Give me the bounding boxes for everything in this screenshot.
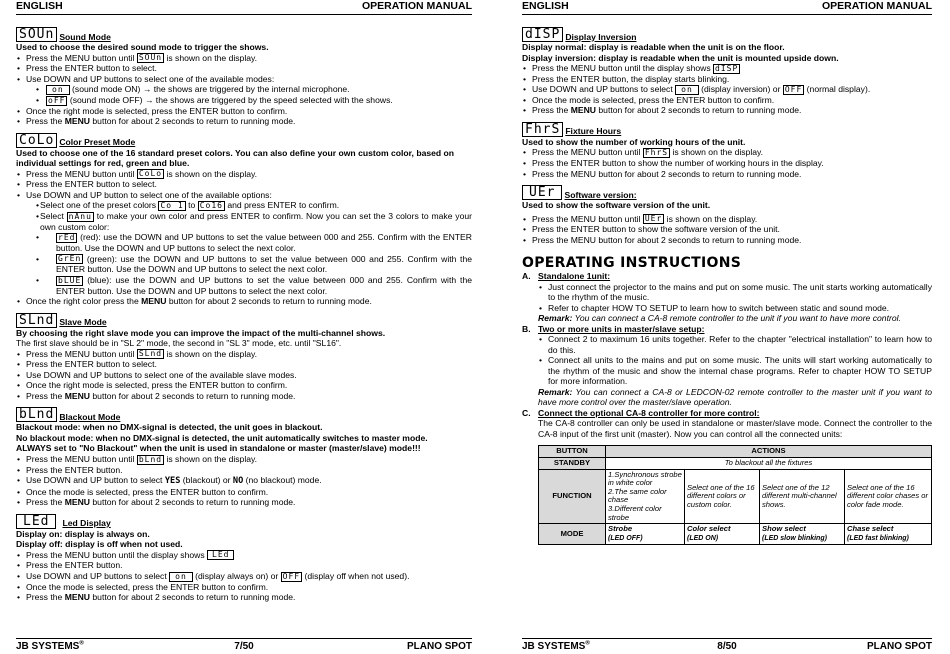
section-note: The first slave should be in "SL 2" mode, the second in "SL 3" mode, etc. until "SL16". — [16, 338, 342, 349]
instruction-list — [16, 454, 472, 508]
list-item: • Use DOWN and UP button to select one of the available options: — [16, 190, 472, 201]
section-intro: By choosing the right slave mode you can improve the impact of the multi-channel shows. — [16, 327, 386, 338]
list-item: • Press the MENU button for about 2 seconds to return to running mode. — [522, 235, 932, 246]
table-row — [539, 458, 932, 470]
section-intro: Display on: display is always on. — [16, 528, 150, 539]
list-item: • Press the ENTER button to show the software version of the unit. — [522, 224, 932, 235]
list-item: • Press the MENU button for about 2 seconds to return to running mode. — [16, 592, 472, 603]
page-number: 8/50 — [717, 641, 737, 652]
instruction-list — [522, 282, 932, 314]
list-item: • Press the MENU button until FhrS is shown on the display. — [522, 147, 932, 158]
lcd-display-icon: rEd — [58, 233, 76, 243]
section-title-color — [16, 133, 472, 148]
list-item: • oFF (sound mode OFF) → the shows are triggered by the speed selected with the shows. — [16, 95, 472, 106]
page-content — [16, 25, 472, 603]
list-item: • Once the right mode is selected, press the ENTER button to confirm. — [16, 380, 472, 391]
list-item: • Once the mode is selected, press the ENTER button to confirm. — [16, 582, 472, 593]
table-row — [539, 469, 932, 524]
step-a: A. Standalone 1unit: — [522, 271, 611, 282]
table-cell: FUNCTION — [539, 469, 606, 524]
list-item: • Connect all units to the mains and put on some music. The units will start working automatically to the rhythm of the music and show the internal chase programs. Refer to chapter HOW TO SETUP for more information. — [538, 355, 932, 387]
list-item: • Use DOWN and UP buttons to select on (display always on) or OFF (display off when not used). — [16, 571, 472, 582]
section-title-slave — [16, 313, 472, 328]
section-heading: Slave Mode — [59, 317, 107, 328]
lcd-display-icon: nAnu — [68, 211, 92, 221]
table-cell: MODE — [539, 524, 606, 545]
page-header — [522, 0, 932, 15]
lcd-display-icon: SOUn — [138, 53, 163, 63]
page-content — [522, 25, 932, 545]
list-item: • Press the ENTER button to select. — [16, 63, 472, 74]
header-language: ENGLISH — [522, 0, 569, 12]
instruction-list — [522, 334, 932, 387]
list-item: • Press the ENTER button to show the number of working hours in the display. — [522, 158, 932, 169]
list-item: • Once the right mode is selected, press the ENTER button to confirm. — [16, 106, 472, 117]
list-item: • Refer to chapter HOW TO SETUP to learn how to switch between static and sound mode. — [538, 303, 932, 314]
list-item: • Press the MENU button for about 2 seconds to return to running mode. — [522, 105, 932, 116]
footer-brand: JB SYSTEMS® — [16, 640, 84, 652]
lcd-display-icon: SLnd — [16, 313, 57, 328]
lcd-display-icon: UEr — [522, 185, 562, 200]
step-b: B. Two or more units in master/slave setup: — [522, 323, 705, 334]
list-item: • Select one of the preset colors Co 1 to Co16 and press ENTER to confirm. — [16, 200, 472, 211]
list-item: • Press the MENU button until the display shows dISP — [522, 63, 932, 74]
section-heading: Color Preset Mode — [59, 137, 136, 148]
list-item: • Use DOWN and UP buttons to select one of the available slave modes. — [16, 370, 472, 381]
lcd-display-icon: CoLo — [138, 169, 163, 179]
section-heading: Software version: — [564, 189, 637, 200]
remark: Remark: You can connect a CA-8 remote controller to the unit if you want to have more control. — [538, 313, 901, 324]
list-item: • Press the MENU button until bLnd is shown on the display. — [16, 454, 472, 465]
list-item: • Use DOWN and UP button to select YES (blackout) or NO (no blackout) mode. — [16, 475, 472, 487]
footer-brand: JB SYSTEMS® — [522, 640, 590, 652]
section-intro: Display normal: display is readable when the unit is on the floor. — [522, 42, 785, 52]
lcd-display-icon: FhrS — [522, 122, 563, 137]
list-item: • Press the MENU button for about 2 seconds to return to running mode. — [16, 391, 472, 402]
list-item: • on (sound mode ON) → the shows are triggered by the internal microphone. — [16, 84, 472, 95]
list-item: • Press the ENTER button to select. — [16, 359, 472, 370]
lcd-display-icon: on — [46, 85, 70, 95]
table-cell: Select one of the 16 different color chases or color fade mode. — [845, 469, 932, 524]
instruction-list — [522, 214, 932, 246]
table-cell: To blackout all the fixtures — [606, 458, 932, 470]
section-intro: Used to show the software version of the unit. — [522, 200, 711, 211]
section-title-led — [16, 514, 472, 529]
list-item: • Press the MENU button for about 2 seconds to return to running mode. — [522, 169, 932, 180]
table-cell: Select one of the 16 different colors or custom color. — [685, 469, 760, 524]
section-intro: Used to choose one of the 16 standard preset colors. You can also define your own custom color, based on individual settings for red, green and blue. — [16, 147, 455, 169]
lcd-display-icon: OFF — [784, 84, 803, 94]
table-row — [539, 524, 932, 545]
page-header — [16, 0, 472, 15]
instruction-list — [16, 53, 472, 127]
list-item: • Press the ENTER button. — [16, 560, 472, 571]
lcd-display-icon: OFF — [282, 571, 301, 581]
section-title-blackout — [16, 407, 472, 422]
section-title-software — [522, 185, 932, 200]
controller-table — [538, 445, 932, 545]
section-title-display-inversion — [522, 27, 932, 42]
list-item: • Press the MENU button until SOUn is shown on the display. — [16, 53, 472, 64]
table-header: ACTIONS — [606, 446, 932, 458]
header-manual-title: OPERATION MANUAL — [361, 0, 472, 12]
table-cell: Strobe (LED OFF) — [606, 524, 685, 545]
list-item: • Press the ENTER button, the display starts blinking. — [522, 74, 932, 85]
list-item: • Press the MENU button until the display shows LEd — [16, 550, 472, 561]
lcd-display-icon: SLnd — [138, 349, 163, 359]
section-intro: Display inversion: display is readable when the unit is mounted upside down. — [522, 52, 839, 63]
lcd-display-icon: bLnd — [138, 454, 163, 464]
section-intro: Used to show the number of working hours of the unit. — [522, 136, 746, 147]
section-intro: Blackout mode: when no DMX-signal is detected, the unit goes in blackout. — [16, 422, 323, 433]
list-item: • Connect 2 to maximum 16 units together. Refer to the chapter "electrical installation" to learn how to do this. — [538, 334, 932, 355]
lcd-display-icon: SOUn — [16, 27, 57, 42]
footer-model: PLANO SPOT — [406, 641, 472, 652]
lcd-display-icon: UEr — [644, 214, 663, 224]
table-row — [539, 446, 932, 458]
list-item: • Press the MENU button until SLnd is shown on the display. — [16, 349, 472, 360]
lcd-display-icon: Co16 — [199, 201, 223, 211]
lcd-display-icon: on — [675, 85, 699, 95]
list-item: • Just connect the projector to the mains and put on some music. The unit starts working automatically to the rhythm of the music. — [538, 282, 932, 303]
lcd-display-icon: CoLo — [16, 133, 57, 148]
section-intro: No blackout mode: when no DMX-signal is detected, the unit automatically switches to master mode. — [16, 432, 428, 443]
lcd-display-icon: bLnd — [16, 407, 57, 422]
page-footer — [16, 638, 472, 653]
list-item: • Once the mode is selected, press the ENTER button to confirm. — [16, 487, 472, 498]
lcd-display-icon: LEd — [16, 514, 56, 529]
step-c: C. Connect the optional CA-8 controller for more control: — [522, 407, 760, 418]
lcd-display-icon: LEd — [207, 550, 234, 560]
instruction-list — [16, 349, 472, 402]
table-cell: STANDBY — [539, 458, 606, 470]
table-header: BUTTON — [539, 446, 606, 458]
list-item: • Press the ENTER button. — [16, 465, 472, 476]
footer-model: PLANO SPOT — [866, 641, 932, 652]
lcd-display-icon: dISP — [522, 27, 563, 42]
section-intro: Used to choose the desired sound mode to trigger the shows. — [16, 42, 269, 52]
instruction-list — [16, 550, 472, 603]
list-item: • Press the MENU button until CoLo is shown on the display. — [16, 169, 472, 180]
list-item: • Press the MENU button until UEr is shown on the display. — [522, 214, 932, 225]
section-heading: Led Display — [62, 518, 111, 529]
instruction-list — [16, 169, 472, 307]
lcd-display-icon: Co 1 — [160, 201, 184, 211]
list-item: • Press the MENU button for about 2 seconds to return to running mode. — [16, 116, 472, 127]
instruction-list — [522, 147, 932, 179]
header-language: ENGLISH — [16, 0, 63, 12]
list-item: • rEd (red): use the DOWN and UP buttons to set the value between 000 and 255. Confirm with the ENTER button. Use the DOWN and UP buttons to select the next color. — [16, 232, 472, 253]
remark: Remark: You can connect a CA-8 or LEDCON-02 remote controller to the master unit if you want to have more control over the master/slave operation. — [538, 386, 932, 408]
section-title-sound — [16, 27, 472, 42]
table-cell: Select one of the 12 different multi-channel shows. — [760, 469, 845, 524]
table-cell: 1.Synchronous strobe in white color 2.The same color chase 3.Different color strobe — [606, 469, 685, 524]
list-item: • Use DOWN and UP buttons to select on (display inversion) or OFF (normal display). — [522, 84, 932, 95]
section-heading: Sound Mode — [59, 31, 111, 42]
lcd-display-icon: GrEn — [58, 254, 82, 264]
section-text: The CA-8 controller can only be used in standalone or master/slave mode. Connect the controller to the CA-8 input of the first unit (master). Now you can control all the connected units: — [538, 418, 932, 439]
chapter-title: OPERATING INSTRUCTIONS — [522, 255, 742, 272]
lcd-display-icon: on — [169, 572, 193, 582]
page-number: 7/50 — [234, 641, 254, 652]
list-item: • Use DOWN and UP buttons to select one of the available modes: — [16, 74, 472, 85]
table-cell: Color select (LED ON) — [685, 524, 760, 545]
list-item: • Select nAnu to make your own color and press ENTER to confirm. Now you can set the 3 colors to make your own custom color: — [16, 211, 472, 232]
section-heading: Fixture Hours — [565, 126, 622, 137]
lcd-display-icon: FhrS — [644, 148, 669, 158]
list-item: • GrEn (green): use the DOWN and UP buttons to set the value between 000 and 255. Confirm with the ENTER button. Use the DOWN and UP buttons to select the next color. — [16, 254, 472, 275]
section-intro: Display off: display is off when not used. — [16, 539, 183, 550]
section-warning: ALWAYS set to "No Blackout" when the unit is used in standalone or master (master/slave) mode!!! — [16, 443, 421, 454]
list-item: • Press the MENU button for about 2 seconds to return to running mode. — [16, 497, 472, 508]
page-footer — [522, 638, 932, 653]
header-manual-title: OPERATION MANUAL — [821, 0, 932, 12]
lcd-display-icon: oFF — [48, 95, 66, 105]
page-right — [522, 0, 932, 654]
section-title-fixture-hours — [522, 122, 932, 137]
lcd-display-icon: bLUE — [58, 275, 82, 285]
section-heading: Blackout Mode — [59, 411, 121, 422]
list-item: • Press the ENTER button to select. — [16, 179, 472, 190]
table-cell: Show select (LED slow blinking) — [760, 524, 845, 545]
list-item: • Once the right color press the MENU button for about 2 seconds to return to running mode. — [16, 296, 472, 307]
list-item: • bLUE (blue): use the DOWN and UP buttons to set the value between 000 and 255. Confirm with the ENTER button. Use the DOWN and UP buttons to select the next color. — [16, 275, 472, 296]
page-left — [16, 0, 472, 654]
instruction-list — [522, 63, 932, 116]
table-cell: Chase select (LED fast blinking) — [845, 524, 932, 545]
list-item: • Once the mode is selected, press the ENTER button to confirm. — [522, 95, 932, 106]
section-heading: Display Inversion — [565, 31, 637, 42]
lcd-display-icon: dISP — [715, 63, 739, 73]
